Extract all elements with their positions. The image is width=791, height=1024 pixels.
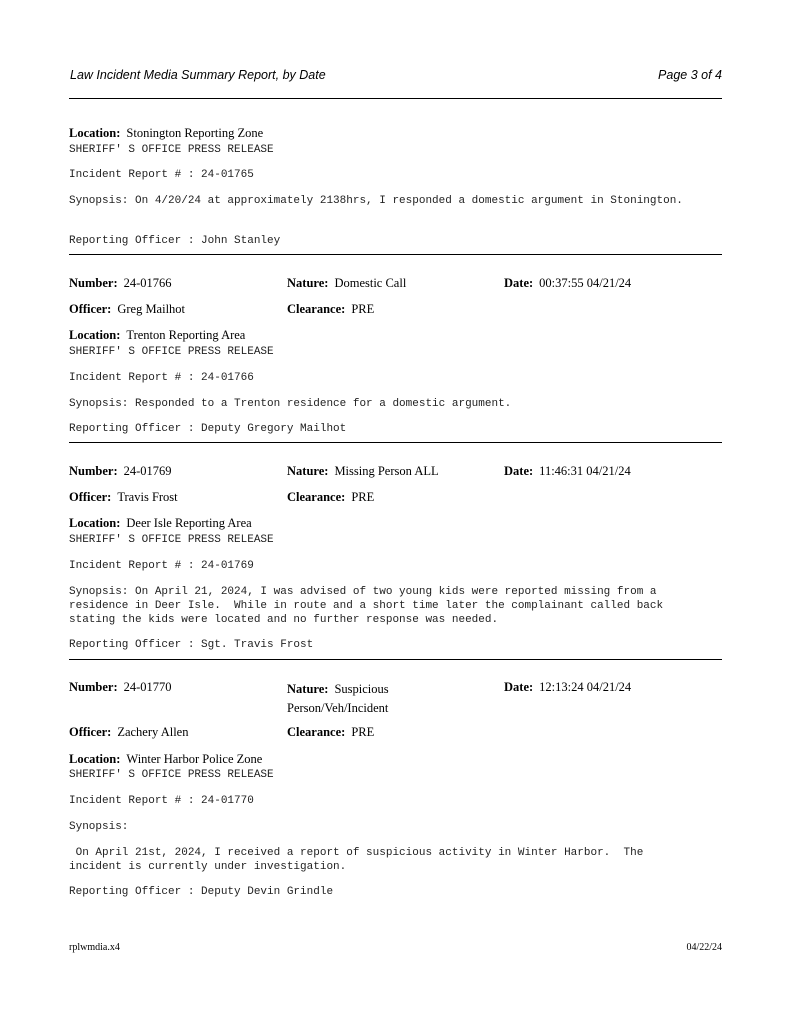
report-title: Law Incident Media Summary Report, by Date — [70, 68, 326, 82]
nature-field — [287, 276, 406, 291]
synopsis-text: Synopsis: On April 21, 2024, I was advised of two young kids were reported missing from a residence in Deer Isle. While in route and a short time later the complainant called back stating the kids were located and no further response was needed. — [69, 586, 664, 626]
number-value: 24-01770 — [123, 680, 172, 694]
location-line — [69, 126, 263, 141]
date-value: 11:46:31 04/21/24 — [539, 464, 631, 478]
officer-value: Zachery Allen — [117, 725, 189, 739]
officer-field — [69, 490, 178, 505]
officer-value: Greg Mailhot — [117, 302, 186, 316]
location-value: Stonington Reporting Zone — [126, 126, 264, 140]
location-value: Deer Isle Reporting Area — [126, 516, 252, 530]
press-release-line: SHERIFF' S OFFICE PRESS RELEASE — [69, 144, 274, 156]
date-label: Date: — [504, 680, 534, 694]
number-value: 24-01769 — [123, 464, 172, 478]
clearance-value: PRE — [351, 725, 375, 739]
number-field — [69, 276, 172, 291]
location-line — [69, 328, 245, 343]
reporting-officer-line: Reporting Officer : Deputy Devin Grindle — [69, 886, 334, 898]
nature-value: Suspicious — [334, 682, 389, 696]
clearance-field — [287, 302, 374, 317]
nature-field — [287, 464, 439, 479]
number-field — [69, 680, 172, 695]
nature-label: Nature: — [287, 276, 329, 290]
officer-label: Officer: — [69, 490, 112, 504]
synopsis-text: Synopsis: Responded to a Trenton residence for a domestic argument. — [69, 398, 512, 410]
nature-field — [287, 680, 389, 718]
clearance-field — [287, 725, 374, 740]
entry-divider — [69, 659, 722, 660]
location-label: Location: — [69, 328, 121, 342]
incident-report-line: Incident Report # : 24-01766 — [69, 372, 254, 384]
nature-label: Nature: — [287, 464, 329, 478]
number-label: Number: — [69, 680, 118, 694]
date-label: Date: — [504, 464, 534, 478]
clearance-value: PRE — [351, 490, 375, 504]
clearance-label: Clearance: — [287, 725, 346, 739]
location-label: Location: — [69, 516, 121, 530]
location-label: Location: — [69, 752, 121, 766]
officer-field — [69, 725, 188, 740]
clearance-label: Clearance: — [287, 302, 346, 316]
location-line — [69, 752, 262, 767]
officer-label: Officer: — [69, 725, 112, 739]
officer-value: Travis Frost — [117, 490, 178, 504]
footer-report-id: rplwmdia.x4 — [69, 942, 120, 953]
officer-field — [69, 302, 185, 317]
nature-value: Domestic Call — [334, 276, 407, 290]
nature-label: Nature: — [287, 682, 329, 696]
location-line — [69, 516, 252, 531]
date-field — [504, 464, 631, 479]
date-value: 00:37:55 04/21/24 — [539, 276, 632, 290]
press-release-line: SHERIFF' S OFFICE PRESS RELEASE — [69, 769, 274, 781]
press-release-line: SHERIFF' S OFFICE PRESS RELEASE — [69, 346, 274, 358]
synopsis-text: On April 21st, 2024, I received a report of suspicious activity in Winter Harbor. The incident is currently under investigation. — [69, 847, 644, 873]
press-release-line: SHERIFF' S OFFICE PRESS RELEASE — [69, 534, 274, 546]
page-number: Page 3 of 4 — [658, 68, 722, 82]
clearance-field — [287, 490, 374, 505]
clearance-value: PRE — [351, 302, 375, 316]
incident-report-line: Incident Report # : 24-01770 — [69, 795, 254, 807]
nature-value: Missing Person ALL — [334, 464, 439, 478]
reporting-officer-line: Reporting Officer : Deputy Gregory Mailhot — [69, 423, 347, 435]
date-value: 12:13:24 04/21/24 — [539, 680, 632, 694]
nature-value-continued: Person/Veh/Incident — [287, 701, 389, 715]
entry-divider — [69, 254, 722, 255]
reporting-officer-line: Reporting Officer : Sgt. Travis Frost — [69, 639, 314, 651]
incident-report-line: Incident Report # : 24-01765 — [69, 169, 254, 181]
clearance-label: Clearance: — [287, 490, 346, 504]
date-field — [504, 680, 631, 695]
officer-label: Officer: — [69, 302, 112, 316]
date-label: Date: — [504, 276, 534, 290]
footer-date: 04/22/24 — [686, 942, 722, 953]
number-label: Number: — [69, 464, 118, 478]
number-value: 24-01766 — [123, 276, 172, 290]
number-label: Number: — [69, 276, 118, 290]
header-divider — [69, 98, 722, 99]
page-header — [70, 68, 722, 86]
location-label: Location: — [69, 126, 121, 140]
date-field — [504, 276, 631, 291]
synopsis-label: Synopsis: — [69, 821, 129, 833]
location-value: Winter Harbor Police Zone — [126, 752, 263, 766]
location-value: Trenton Reporting Area — [126, 328, 246, 342]
synopsis-text: Synopsis: On 4/20/24 at approximately 2138hrs, I responded a domestic argument in Stonington. — [69, 195, 683, 207]
entry-divider — [69, 442, 722, 443]
reporting-officer-line: Reporting Officer : John Stanley — [69, 235, 281, 247]
incident-report-line: Incident Report # : 24-01769 — [69, 560, 254, 572]
number-field — [69, 464, 172, 479]
